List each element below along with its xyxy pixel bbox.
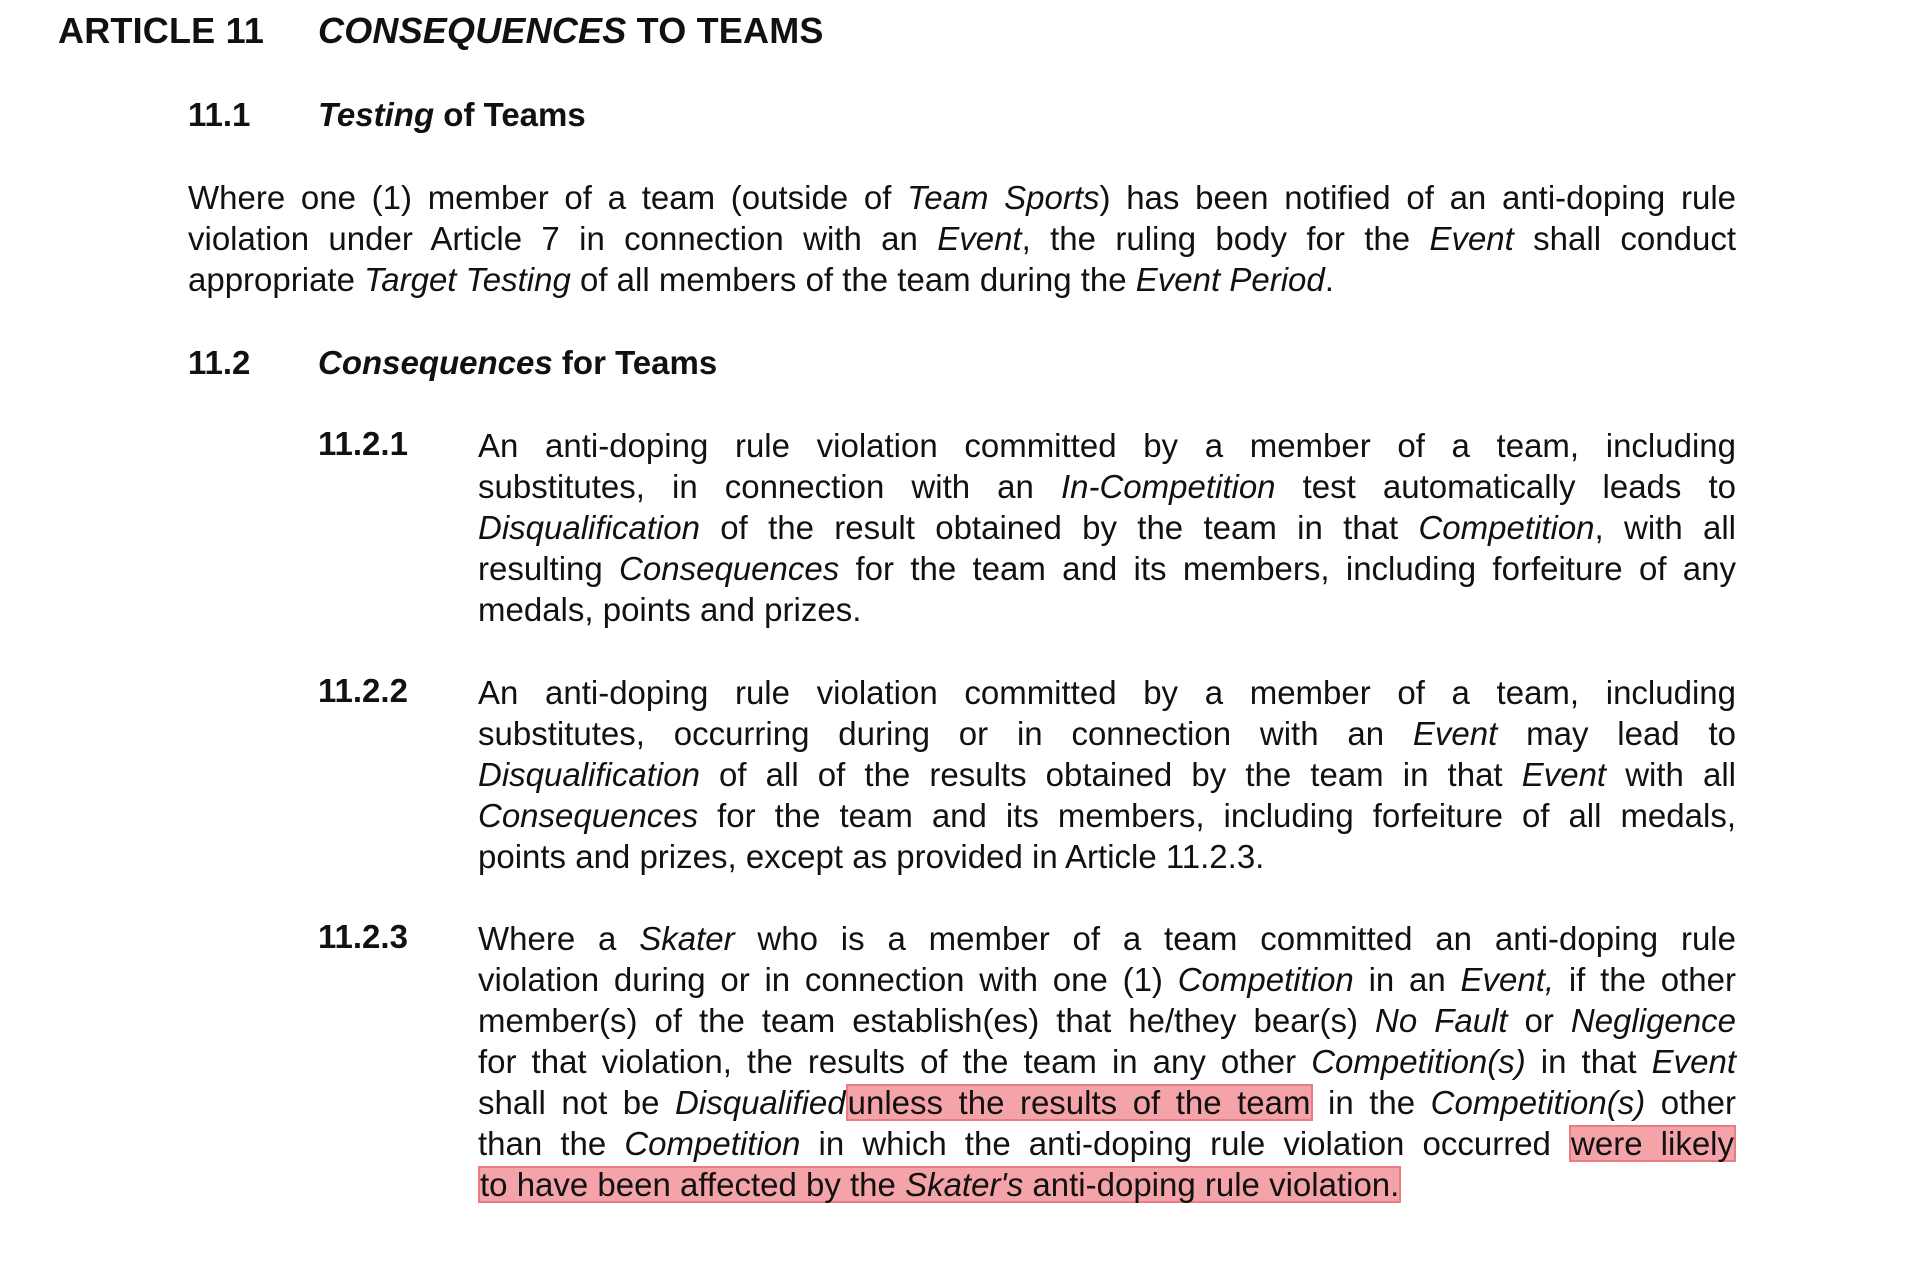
text-line: Disqualification of all of the results obtained by the team in that Event with all bbox=[478, 756, 1736, 793]
clause-paragraph bbox=[478, 918, 1736, 1205]
italic-term: Disqualification bbox=[478, 509, 700, 546]
section-number: 11.2 bbox=[188, 344, 251, 381]
italic-term: Competition bbox=[624, 1125, 801, 1162]
clause-paragraph bbox=[478, 672, 1736, 877]
text-line: member(s) of the team establish(es) that he/they bear(s) No Fault or Negligence bbox=[478, 1002, 1736, 1039]
italic-term: Consequences bbox=[478, 797, 699, 834]
italic-term: Event bbox=[1412, 715, 1498, 752]
highlighted-text: to have been affected by the Skater's anti-doping rule violation. bbox=[480, 1166, 1400, 1203]
italic-term: Event bbox=[1651, 1043, 1737, 1080]
clause-number: 11.2.3 bbox=[318, 918, 408, 955]
article-number: ARTICLE 11 bbox=[58, 10, 265, 51]
article-title-italic: CONSEQUENCES bbox=[318, 10, 627, 51]
italic-term: Event Period bbox=[1135, 261, 1325, 298]
text-line: substitutes, in connection with an In-Competition test automatically leads to bbox=[478, 468, 1736, 505]
text-line: An anti-doping rule violation committed by a member of a team, including bbox=[478, 427, 1736, 464]
article-title-rest: TO TEAMS bbox=[626, 10, 824, 51]
italic-term: Event, bbox=[1460, 961, 1555, 998]
section-title-italic: Testing bbox=[318, 96, 435, 133]
clause-number: 11.2.2 bbox=[318, 672, 408, 709]
italic-term: Skater bbox=[639, 920, 735, 957]
italic-term: Team Sports bbox=[907, 179, 1100, 216]
text-line: points and prizes, except as provided in Article 11.2.3. bbox=[478, 838, 1265, 875]
section-title bbox=[318, 344, 717, 382]
section-title bbox=[318, 96, 586, 134]
italic-term: Disqualification bbox=[478, 756, 700, 793]
text-line: Consequences for the team and its members, including forfeiture of all medals, bbox=[478, 797, 1736, 834]
italic-term: Consequences bbox=[619, 550, 840, 587]
italic-term: Event bbox=[1521, 756, 1607, 793]
section-title-italic: Consequences bbox=[318, 344, 553, 381]
italic-term: Event bbox=[937, 220, 1022, 257]
clause-number: 11.2.1 bbox=[318, 425, 408, 462]
section-title-rest: of Teams bbox=[434, 96, 586, 133]
text-line: Where a Skater who is a member of a team committed an anti-doping rule bbox=[478, 920, 1736, 957]
section-paragraph bbox=[188, 177, 1736, 300]
text-line: appropriate Target Testing of all members of the team during the Event Period. bbox=[188, 261, 1334, 298]
text-line: shall not be Disqualifiedunless the results of the team in the Competition(s) other bbox=[478, 1084, 1736, 1121]
article-title bbox=[318, 10, 824, 52]
text-line: Where one (1) member of a team (outside of Team Sports) has been notified of an anti-doping rule bbox=[188, 179, 1736, 216]
text-line: resulting Consequences for the team and its members, including forfeiture of any bbox=[478, 550, 1736, 587]
text-line: for that violation, the results of the team in any other Competition(s) in that Event bbox=[478, 1043, 1737, 1080]
highlighted-text: unless the results of the team bbox=[847, 1084, 1311, 1121]
italic-term: Competition bbox=[1418, 509, 1595, 546]
italic-term: Negligence bbox=[1570, 1002, 1736, 1039]
section-number: 11.1 bbox=[188, 96, 251, 133]
italic-term: In-Competition bbox=[1060, 468, 1276, 505]
italic-term: Skater's bbox=[905, 1166, 1024, 1203]
text-line: violation during or in connection with one (1) Competition in an Event, if the other bbox=[478, 961, 1736, 998]
text-line: Disqualification of the result obtained by the team in that Competition, with all bbox=[478, 509, 1736, 546]
italic-term: Competition bbox=[1177, 961, 1354, 998]
italic-term: Target Testing bbox=[364, 261, 571, 298]
italic-term: Competition(s) bbox=[1311, 1043, 1526, 1080]
highlighted-text: were likely bbox=[1571, 1125, 1734, 1162]
clause-paragraph bbox=[478, 425, 1736, 630]
italic-term: Event bbox=[1429, 220, 1514, 257]
text-line: violation under Article 7 in connection with an Event, the ruling body for the Event shall conduct bbox=[188, 220, 1736, 257]
text-line bbox=[478, 1164, 1736, 1205]
italic-term: Competition(s) bbox=[1430, 1084, 1646, 1121]
section-title-rest: for Teams bbox=[552, 344, 718, 381]
text-line: than the Competition in which the anti-doping rule violation occurred were likely bbox=[478, 1125, 1734, 1162]
text-line: substitutes, occurring during or in connection with an Event may lead to bbox=[478, 715, 1736, 752]
italic-term: No Fault bbox=[1375, 1002, 1508, 1039]
italic-term: Disqualified bbox=[675, 1084, 846, 1121]
text-line: An anti-doping rule violation committed by a member of a team, including bbox=[478, 674, 1736, 711]
text-line: medals, points and prizes. bbox=[478, 591, 862, 628]
